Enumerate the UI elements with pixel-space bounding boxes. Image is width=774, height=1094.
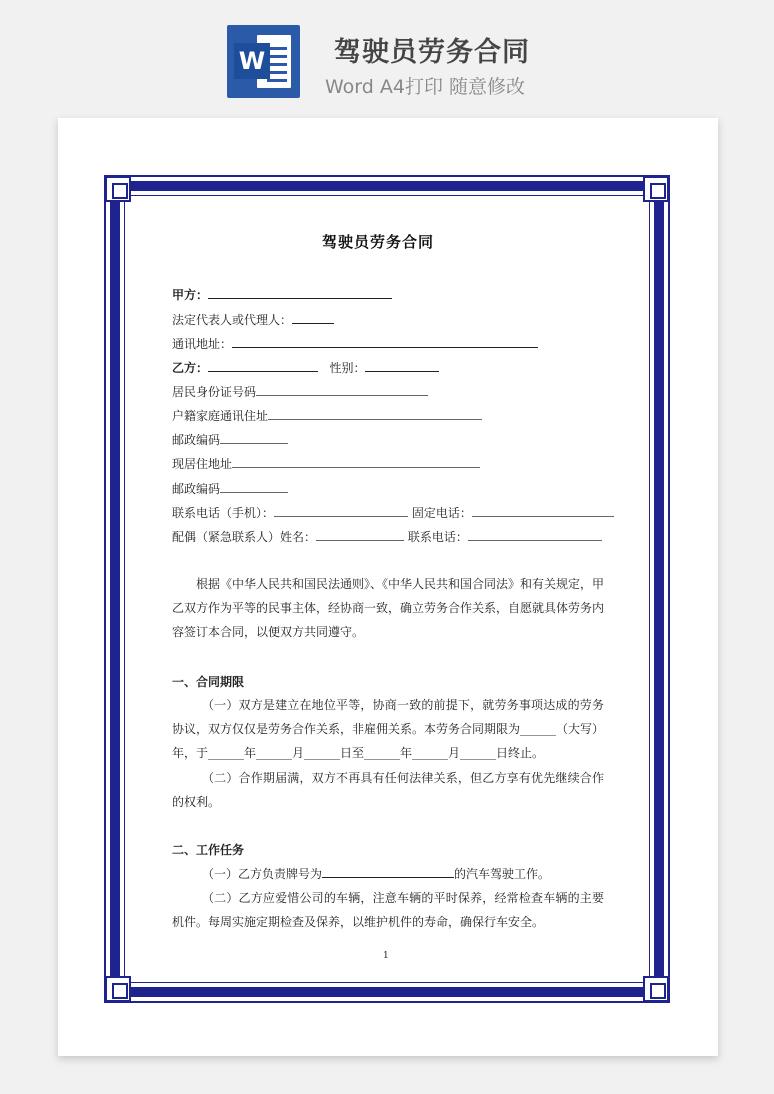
blank-line[interactable] (268, 406, 482, 420)
field-address: 通讯地址： (172, 334, 538, 352)
document-title: 驾驶员劳务合同 (322, 233, 435, 251)
field-postal-code: 邮政编码 (172, 430, 288, 448)
field-postal-code: 邮政编码 (172, 479, 288, 497)
field-current-address: 现居住地址 (172, 454, 480, 472)
blank-line[interactable] (208, 358, 318, 372)
field-household-address: 户籍家庭通讯住址 (172, 406, 482, 424)
blank-line[interactable] (232, 454, 480, 468)
blank-line[interactable] (292, 310, 334, 324)
header-title: 驾驶员劳务合同 (334, 37, 530, 68)
section-2-paragraph-2: （二）乙方应爱惜公司的车辆，注意车辆的平时保养，经常检查车辆的主要机件。每周实施定期检查及保养，以维护机件的寿命，确保行车安全。 (172, 891, 604, 929)
field-party-b: 乙方： 性别： (172, 358, 439, 376)
blank-line[interactable] (322, 864, 454, 878)
word-icon (227, 25, 300, 98)
border-corner-top-left (105, 176, 131, 202)
blank-line[interactable] (256, 382, 428, 396)
blank-line[interactable] (220, 430, 288, 444)
border-corner-bottom-right (643, 976, 669, 1002)
section-2-title: 二、工作任务 (172, 843, 245, 857)
section-1-paragraph-1: （一）双方是建立在地位平等，协商一致的前提下，就劳务事项达成的劳务协议，双方仅仅是劳务合作关系，非雇佣关系。本劳务合同期限为______（大写）年，于______年______月______日至______年______月______日终止。 (172, 698, 605, 760)
section-1-title: 一、合同期限 (172, 675, 245, 689)
border-corner-bottom-left (105, 976, 131, 1002)
field-phone: 联系电话（手机）： 固定电话： (172, 503, 614, 521)
field-party-a: 甲方： (172, 285, 392, 303)
blank-line[interactable] (220, 479, 288, 493)
header (0, 0, 774, 118)
blank-line[interactable] (316, 527, 404, 541)
blank-line[interactable] (468, 527, 602, 541)
field-spouse: 配偶（紧急联系人）姓名： 联系电话： (172, 527, 602, 545)
blank-line[interactable] (274, 503, 408, 517)
blank-line[interactable] (208, 285, 392, 299)
blank-line[interactable] (365, 358, 439, 372)
header-subtitle: Word A4打印 随意修改 (325, 76, 526, 98)
field-legal-rep: 法定代表人或代理人： (172, 310, 334, 328)
word-logo-letter: W (234, 43, 270, 79)
field-id-number: 居民身份证号码 (172, 382, 428, 400)
border-corner-top-right (643, 176, 669, 202)
section-2-paragraph-1: （一）乙方负责牌号为 的汽车驾驶工作。 (202, 864, 550, 882)
blank-line[interactable] (472, 503, 614, 517)
blank-line[interactable] (232, 334, 538, 348)
section-1-paragraph-2: （二）合作期届满，双方不再具有任何法律关系，但乙方享有优先继续合作的权利。 (172, 771, 604, 809)
intro-paragraph: 根据《中华人民共和国民法通则》、《中华人民共和国合同法》和有关规定，甲乙双方作为平等的民事主体，经协商一致，确立劳务合作关系，自愿就具体劳务内容签订本合同，以便双方共同遵守。 (172, 577, 605, 639)
page-number: 1 (383, 951, 389, 961)
